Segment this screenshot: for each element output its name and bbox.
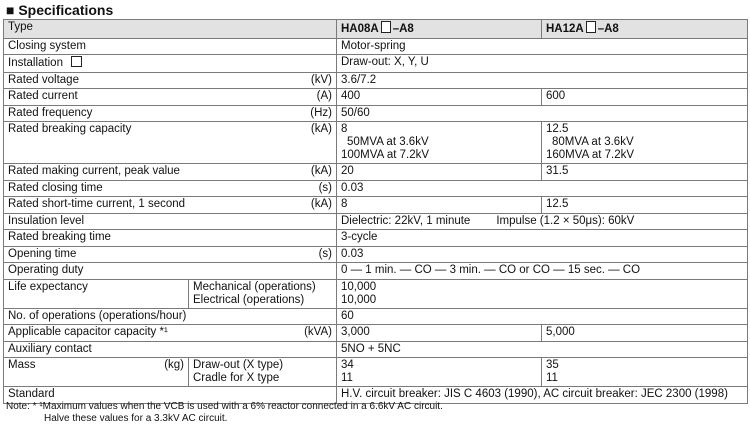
- blank-box-icon: [381, 21, 391, 33]
- value-a: 8: [337, 197, 542, 214]
- label: Operating duty: [4, 263, 337, 280]
- row-rated-closing-time: [4, 180, 748, 197]
- value: 3.6/7.2: [337, 72, 748, 89]
- value-a: 400: [337, 89, 542, 106]
- label: Applicable capacitor capacity *¹ (kVA): [4, 325, 337, 342]
- value-b: 12.5: [542, 197, 748, 214]
- label: Rated breaking capacity (kA): [4, 122, 337, 164]
- value: 10,000 10,000: [337, 279, 748, 308]
- label: Insulation level: [4, 213, 337, 230]
- row-mass: [4, 358, 748, 387]
- model-b-header: HA12A –A8: [542, 20, 748, 39]
- sublabels: Draw-out (X type) Cradle for X type: [189, 358, 337, 387]
- value: H.V. circuit breaker: JIS C 4603 (1990), AC circuit breaker: JEC 2300 (1998): [337, 387, 748, 404]
- label: Closing system: [4, 38, 337, 55]
- blank-box-icon: [71, 56, 82, 67]
- label: Rated breaking time: [4, 230, 337, 247]
- row-life-expectancy: [4, 279, 748, 308]
- value: 0.03: [337, 246, 748, 263]
- value-b: 5,000: [542, 325, 748, 342]
- value: 50/60: [337, 105, 748, 122]
- value-b: 35 11: [542, 358, 748, 387]
- type-header: Type: [4, 20, 337, 39]
- row-rated-short-time-current: [4, 197, 748, 214]
- footnote-line-2: Halve these values for a 3.3kV AC circuit.: [44, 413, 228, 424]
- row-rated-breaking-time: [4, 230, 748, 247]
- value-b: 31.5: [542, 164, 748, 181]
- model-a-header: HA08A –A8: [337, 20, 542, 39]
- label: No. of operations (operations/hour): [4, 308, 337, 325]
- row-no-of-operations: [4, 308, 748, 325]
- value: 0 — 1 min. — CO — 3 min. — CO or CO — 15 sec. — CO: [337, 263, 748, 280]
- value: Motor-spring: [337, 38, 748, 55]
- row-opening-time: [4, 246, 748, 263]
- value-b: 600: [542, 89, 748, 106]
- label: Rated current (A): [4, 89, 337, 106]
- value: Draw-out: X, Y, U: [337, 55, 748, 73]
- specifications-table: [3, 19, 748, 404]
- row-operating-duty: [4, 263, 748, 280]
- row-insulation-level: [4, 213, 748, 230]
- value-b: 12.5 80MVA at 3.6kV 160MVA at 7.2kV: [542, 122, 748, 164]
- value: Dielectric: 22kV, 1 minute Impulse (1.2 × 50μs): 60kV: [337, 213, 748, 230]
- sublabels: Mechanical (operations) Electrical (operations): [189, 279, 337, 308]
- header-row: [4, 20, 748, 39]
- label: Auxiliary contact: [4, 341, 337, 358]
- row-rated-breaking-capacity: [4, 122, 748, 164]
- row-closing-system: [4, 38, 748, 55]
- row-rated-frequency: [4, 105, 748, 122]
- label: Rated short-time current, 1 second (kA): [4, 197, 337, 214]
- label: Rated frequency (Hz): [4, 105, 337, 122]
- label: Rated making current, peak value (kA): [4, 164, 337, 181]
- row-rated-making-current: [4, 164, 748, 181]
- label: Rated voltage (kV): [4, 72, 337, 89]
- footnote-line-1: Note: * ¹Maximum values when the VCB is used with a 6% reactor connected in a 6.6kV AC circuit.: [6, 401, 443, 412]
- section-heading: ■ Specifications: [6, 2, 114, 18]
- value-a: 34 11: [337, 358, 542, 387]
- label: Life expectancy: [4, 279, 189, 308]
- value: 60: [337, 308, 748, 325]
- label: Rated closing time (s): [4, 180, 337, 197]
- value: 0.03: [337, 180, 748, 197]
- value: 5NO + 5NC: [337, 341, 748, 358]
- blank-box-icon: [586, 21, 596, 33]
- row-installation: [4, 55, 748, 73]
- value-a: 20: [337, 164, 542, 181]
- row-rated-current: [4, 89, 748, 106]
- value-a: 3,000: [337, 325, 542, 342]
- label: Mass (kg): [4, 358, 189, 387]
- footnote: [6, 401, 443, 425]
- label: Opening time (s): [4, 246, 337, 263]
- row-capacitor-capacity: [4, 325, 748, 342]
- row-rated-voltage: [4, 72, 748, 89]
- label: Standard: [4, 387, 337, 404]
- label: Installation: [4, 55, 337, 73]
- row-auxiliary-contact: [4, 341, 748, 358]
- value: 3-cycle: [337, 230, 748, 247]
- value-a: 8 50MVA at 3.6kV 100MVA at 7.2kV: [337, 122, 542, 164]
